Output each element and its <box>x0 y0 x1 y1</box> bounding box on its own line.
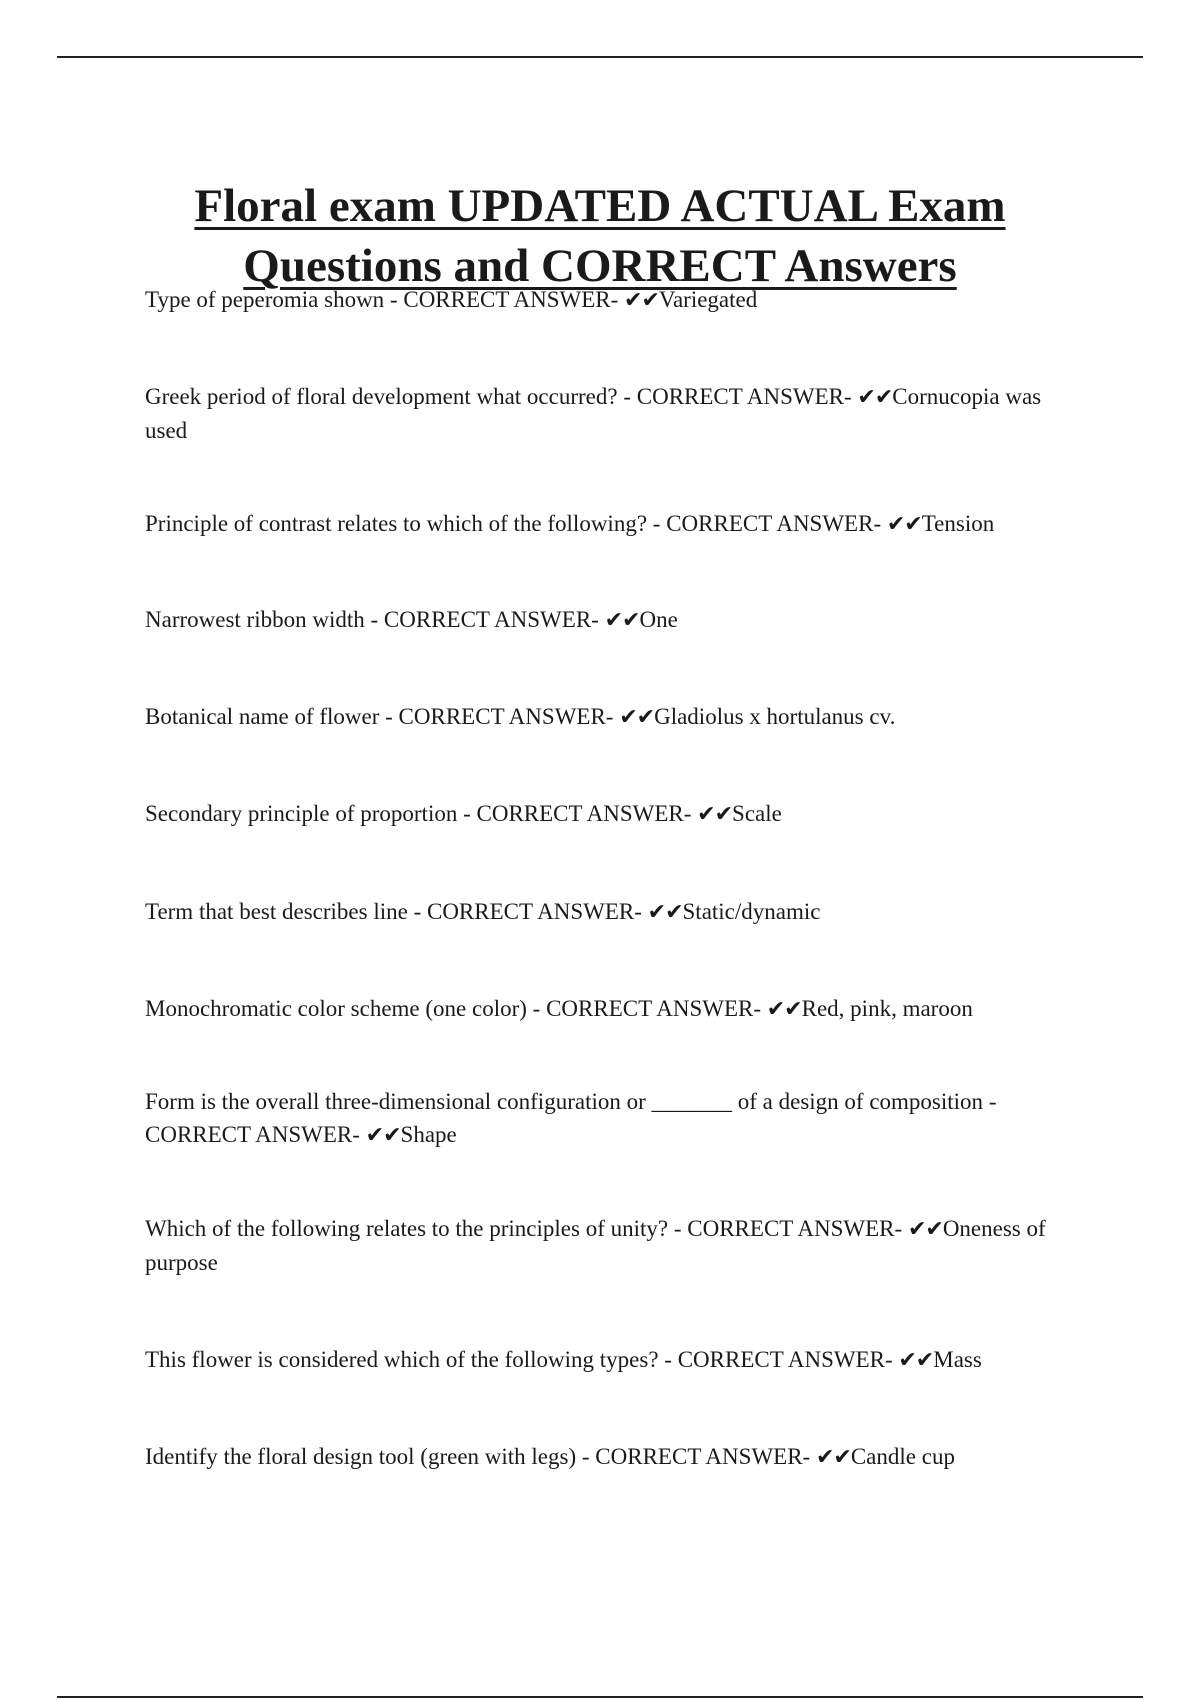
answer-text: Red, pink, maroon <box>801 996 973 1021</box>
check-icon: ✔✔ <box>766 997 802 1022</box>
question-text: Secondary principle of proportion <box>145 801 464 826</box>
answer-text: Cornucopia was used <box>145 384 1042 443</box>
check-icon: ✔✔ <box>604 608 640 633</box>
check-icon: ✔✔ <box>886 512 922 537</box>
answer-marker: - CORRECT ANSWER- <box>581 1444 816 1469</box>
title-line-2: Questions and CORRECT Answers <box>243 240 957 293</box>
answer-text: Tension <box>921 511 995 536</box>
answer-marker: - CORRECT ANSWER- <box>145 1089 997 1147</box>
check-icon: ✔✔ <box>907 1217 943 1242</box>
answer-marker: - CORRECT ANSWER- <box>389 287 625 312</box>
qa-item <box>145 1440 1065 1474</box>
qa-item <box>145 895 1065 929</box>
question-text: Type of peperomia shown <box>145 287 390 312</box>
check-icon: ✔✔ <box>898 1348 934 1373</box>
answer-marker: - CORRECT ANSWER- <box>413 899 648 924</box>
qa-item <box>145 1085 1065 1152</box>
question-text: Greek period of floral development what occurred? <box>145 384 624 409</box>
answer-marker: - CORRECT ANSWER- <box>370 607 605 632</box>
check-icon: ✔✔ <box>647 900 683 925</box>
question-text: Term that best describes line <box>145 899 414 924</box>
qa-item <box>145 797 1065 831</box>
qa-item <box>145 1212 1065 1279</box>
answer-text: Scale <box>732 801 782 826</box>
top-rule <box>57 56 1143 58</box>
page-title <box>0 176 1200 296</box>
qa-item <box>145 603 1065 637</box>
bottom-rule <box>57 1696 1143 1698</box>
answer-text: Candle cup <box>850 1444 955 1469</box>
check-icon: ✔✔ <box>857 385 893 410</box>
answer-marker: - CORRECT ANSWER- <box>664 1347 899 1372</box>
answer-marker: - CORRECT ANSWER- <box>532 996 767 1021</box>
question-text: Monochromatic color scheme (one color) <box>145 996 533 1021</box>
answer-text: Mass <box>933 1347 982 1372</box>
answer-text: Oneness of purpose <box>145 1216 1046 1275</box>
answer-text: One <box>639 607 678 632</box>
title-line-1: Floral exam UPDATED ACTUAL Exam <box>194 180 1006 233</box>
check-icon: ✔✔ <box>619 705 655 730</box>
question-text: Botanical name of flower <box>145 704 386 729</box>
check-icon: ✔✔ <box>624 288 659 313</box>
question-text: Which of the following relates to the principles of unity? <box>145 1216 674 1241</box>
check-icon: ✔✔ <box>815 1445 851 1470</box>
qa-item <box>145 283 1065 317</box>
qa-item <box>145 700 1065 734</box>
answer-marker: - CORRECT ANSWER- <box>652 511 887 536</box>
question-text: Identify the floral design tool (green with legs) <box>145 1444 582 1469</box>
qa-item <box>145 992 1065 1026</box>
answer-text: Static/dynamic <box>682 899 821 924</box>
check-icon: ✔✔ <box>365 1123 401 1148</box>
answer-text: Shape <box>400 1122 457 1147</box>
qa-item <box>145 1343 1065 1377</box>
check-icon: ✔✔ <box>697 802 733 827</box>
question-text: Principle of contrast relates to which of the following? <box>145 511 653 536</box>
answer-marker: - CORRECT ANSWER- <box>463 801 698 826</box>
answer-text: Gladiolus x hortulanus cv. <box>654 704 896 729</box>
question-text: Form is the overall three-dimensional configuration or _______ of a design of composition <box>145 1089 989 1114</box>
answer-text: Variegated <box>658 287 758 312</box>
question-text: Narrowest ribbon width <box>145 607 371 632</box>
question-text: This flower is considered which of the following types? <box>145 1347 665 1372</box>
qa-item <box>145 380 1065 447</box>
answer-marker: - CORRECT ANSWER- <box>673 1216 908 1241</box>
qa-item <box>145 507 1065 541</box>
answer-marker: - CORRECT ANSWER- <box>385 704 620 729</box>
answer-marker: - CORRECT ANSWER- <box>623 384 858 409</box>
